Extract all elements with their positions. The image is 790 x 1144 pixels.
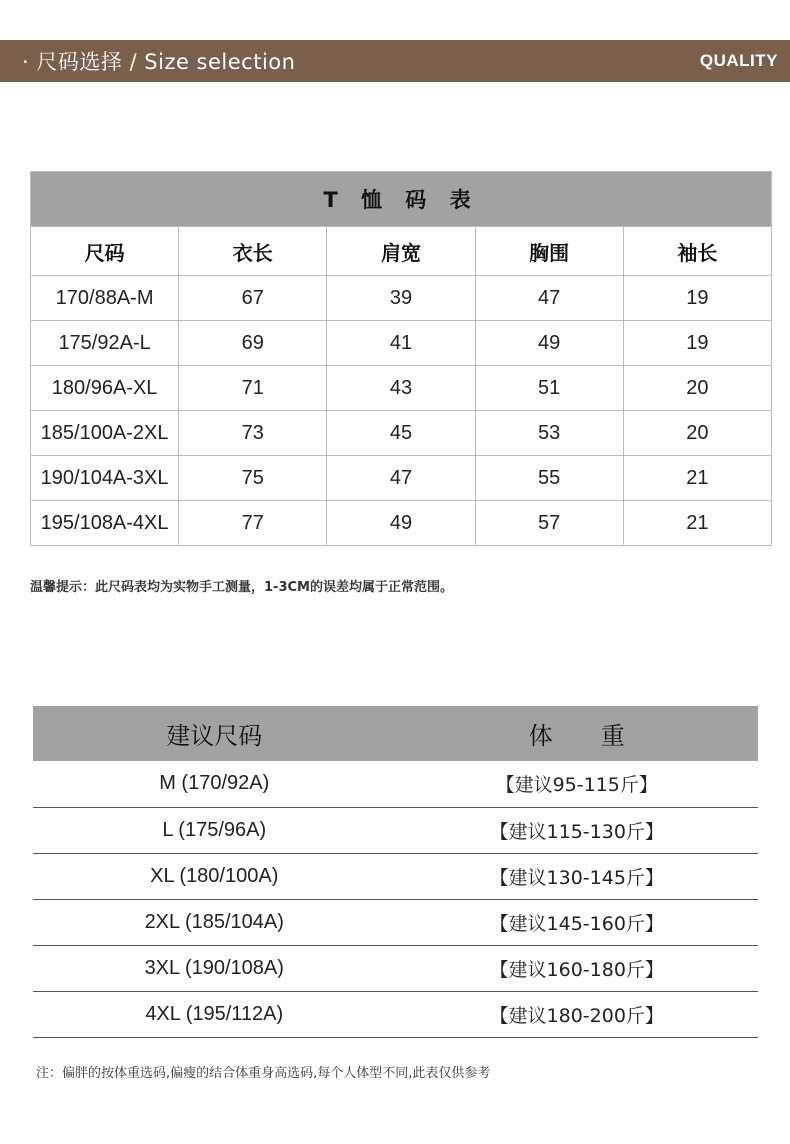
table-cell: 69	[179, 321, 327, 366]
table-cell: 195/108A-4XL	[31, 501, 179, 546]
table-cell: 19	[623, 321, 771, 366]
table-cell: 47	[327, 456, 475, 501]
table-cell: 170/88A-M	[31, 276, 179, 321]
table-cell: 43	[327, 366, 475, 411]
table-cell: M (170/92A)	[33, 761, 396, 807]
column-header: 体 重	[396, 706, 759, 761]
table-row	[33, 853, 758, 899]
column-header: 建议尺码	[33, 706, 396, 761]
table-cell: 55	[475, 456, 623, 501]
table-row	[31, 276, 772, 321]
table-cell: 75	[179, 456, 327, 501]
table-cell: L (175/96A)	[33, 807, 396, 853]
table-cell: 67	[179, 276, 327, 321]
measurement-note: 温馨提示：此尺码表均为实物手工测量，1-3CM的误差均属于正常范围。	[30, 580, 453, 595]
tshirt-size-table	[30, 171, 772, 546]
table-cell: 【建议180-200斤】	[396, 991, 759, 1037]
table-cell: 49	[327, 501, 475, 546]
column-header: 胸围	[475, 227, 623, 276]
table-cell: 4XL (195/112A)	[33, 991, 396, 1037]
table-row	[33, 761, 758, 807]
reference-note: 注：偏胖的按体重选码,偏瘦的结合体重身高选码,每个人体型不同,此表仅供参考	[36, 1066, 491, 1081]
table-row	[31, 456, 772, 501]
table-cell: 175/92A-L	[31, 321, 179, 366]
column-header: 衣长	[179, 227, 327, 276]
table-cell: 47	[475, 276, 623, 321]
table-cell: 3XL (190/108A)	[33, 945, 396, 991]
tshirt-table-header-row	[31, 227, 772, 276]
column-header: 袖长	[623, 227, 771, 276]
table-row	[31, 501, 772, 546]
quality-label: QUALITY	[699, 51, 778, 70]
table-row	[33, 899, 758, 945]
table-cell: 53	[475, 411, 623, 456]
table-cell: 【建议145-160斤】	[396, 899, 759, 945]
table-cell: XL (180/100A)	[33, 853, 396, 899]
table-cell: 45	[327, 411, 475, 456]
rec-table-header-row	[33, 706, 758, 761]
table-cell: 19	[623, 276, 771, 321]
table-cell: 77	[179, 501, 327, 546]
table-cell: 【建议130-145斤】	[396, 853, 759, 899]
table-row	[33, 991, 758, 1037]
table-row	[31, 411, 772, 456]
column-header: 肩宽	[327, 227, 475, 276]
table-row	[31, 321, 772, 366]
table-cell: 【建议95-115斤】	[396, 761, 759, 807]
table-cell: 20	[623, 411, 771, 456]
column-header: 尺码	[31, 227, 179, 276]
table-cell: 180/96A-XL	[31, 366, 179, 411]
table-cell: 20	[623, 366, 771, 411]
table-cell: 185/100A-2XL	[31, 411, 179, 456]
table-cell: 39	[327, 276, 475, 321]
size-recommendation-table	[33, 706, 758, 1038]
table-cell: 21	[623, 456, 771, 501]
table-cell: 51	[475, 366, 623, 411]
header-bar	[0, 40, 790, 82]
table-row	[33, 945, 758, 991]
table-cell: 【建议160-180斤】	[396, 945, 759, 991]
table-cell: 57	[475, 501, 623, 546]
table-row	[31, 366, 772, 411]
table-cell: 【建议115-130斤】	[396, 807, 759, 853]
tshirt-table-title: T 恤 码 表	[31, 172, 772, 227]
page-title: · 尺码选择 / Size selection	[22, 50, 296, 74]
table-cell: 71	[179, 366, 327, 411]
table-cell: 73	[179, 411, 327, 456]
table-cell: 2XL (185/104A)	[33, 899, 396, 945]
table-cell: 190/104A-3XL	[31, 456, 179, 501]
table-row	[33, 807, 758, 853]
table-cell: 21	[623, 501, 771, 546]
table-cell: 41	[327, 321, 475, 366]
table-cell: 49	[475, 321, 623, 366]
